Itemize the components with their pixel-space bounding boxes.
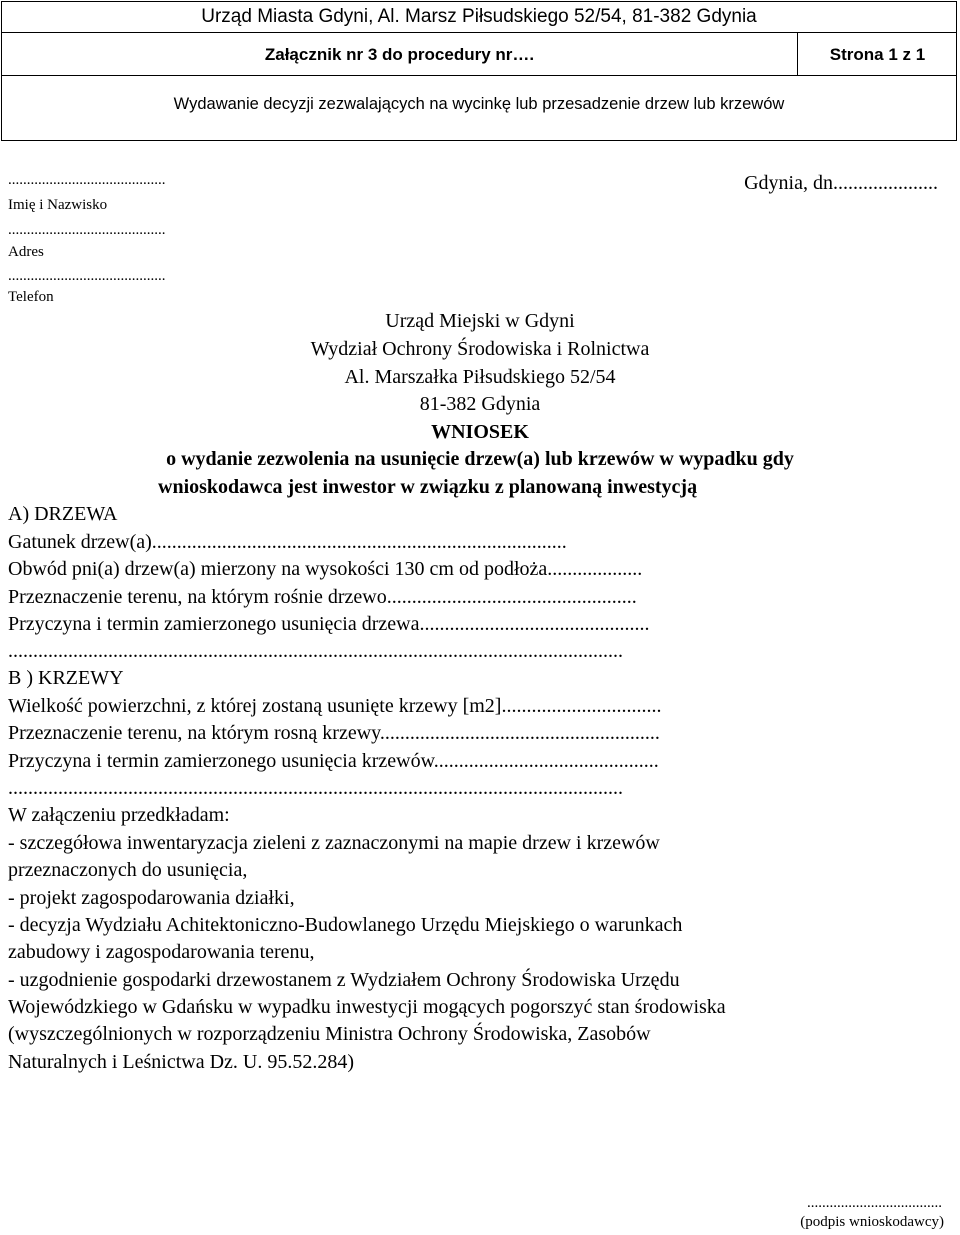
trunk-circumference-line: Obwód pni(a) drzew(a) mierzony na wysokości 130 cm od podłoża................... bbox=[8, 558, 643, 580]
place-date: Gdynia, dn..................... bbox=[744, 172, 938, 194]
section-b-heading: B ) KRZEWY bbox=[8, 667, 124, 689]
recipient-line2: Wydział Ochrony Środowiska i Rolnictwa bbox=[310, 338, 650, 360]
recipient-line1: Urząd Miejski w Gdyni bbox=[385, 310, 575, 332]
attachment-item: przeznaczonych do usunięcia, bbox=[8, 859, 248, 881]
shrub-land-use-line: Przeznaczenie terenu, na którym rosną krzewy........................................................ bbox=[8, 722, 660, 744]
recipient-line4: 81-382 Gdynia bbox=[419, 393, 541, 415]
name-label: Imię i Nazwisko bbox=[8, 197, 108, 213]
attachment-item: zabudowy i zagospodarowania terenu, bbox=[8, 941, 315, 963]
header-procedure-row bbox=[1, 75, 957, 141]
recipient-line3: Al. Marszałka Piłsudskiego 52/54 bbox=[344, 366, 616, 388]
signature-dots: .................................... bbox=[807, 1195, 942, 1211]
attachment-cell bbox=[2, 33, 798, 75]
attachment-item: - szczegółowa inwentaryzacja zieleni z zaznaczonymi na mapie drzew i krzewów bbox=[8, 832, 660, 854]
land-use-line: Przeznaczenie terenu, na którym rośnie drzewo.................................................. bbox=[8, 586, 637, 608]
header-attachment-row bbox=[1, 32, 957, 76]
shrub-area-line: Wielkość powierzchni, z której zostaną usunięte krzewy [m2]................................ bbox=[8, 695, 662, 717]
attachment-item: Wojewódzkiego w Gdańsku w wypadku inwestycji mogących pogorszyć stan środowiska bbox=[8, 996, 726, 1018]
page-number: Strona 1 z 1 bbox=[829, 45, 926, 64]
attachment-item: - uzgodnienie gospodarki drzewostanem z Wydziałem Ochrony Środowiska Urzędu bbox=[8, 969, 680, 991]
attachment-item: - projekt zagospodarowania działki, bbox=[8, 887, 295, 909]
attachment-item: - decyzja Wydziału Achitektoniczno-Budowlanego Urzędu Miejskiego o warunkach bbox=[8, 914, 683, 936]
removal-reason-line: Przyczyna i termin zamierzonego usunięcia drzewa.............................................. bbox=[8, 613, 650, 635]
subtitle-line1: o wydanie zezwolenia na usunięcie drzew(a) lub krzewów w wypadku gdy bbox=[166, 448, 794, 470]
address-dots: .......................................... bbox=[8, 222, 166, 238]
shrub-removal-reason-line: Przyczyna i termin zamierzonego usunięcia krzewów............................................. bbox=[8, 750, 659, 772]
procedure-title: Wydawanie decyzji zezwalających na wycinkę lub przesadzenie drzew lub krzewów bbox=[173, 95, 785, 113]
header-office-row bbox=[1, 1, 957, 33]
address-label: Adres bbox=[8, 244, 44, 260]
name-dots: .......................................... bbox=[8, 172, 166, 188]
shrub-removal-continuation: ........................................................................................................................... bbox=[8, 777, 623, 799]
document-title: WNIOSEK bbox=[431, 421, 529, 443]
subtitle-line2: wnioskodawca jest inwestor w związku z planowaną inwestycją bbox=[158, 476, 698, 498]
attachment-item: (wyszczególnionych w rozporządzeniu Ministra Ochrony Środowiska, Zasobów bbox=[8, 1023, 651, 1045]
removal-reason-continuation: ........................................................................................................................... bbox=[8, 640, 623, 662]
attachments-heading: W załączeniu przedkładam: bbox=[8, 804, 230, 826]
document-header bbox=[1, 1, 957, 141]
phone-dots: .......................................... bbox=[8, 268, 166, 284]
attachment-label: Załącznik nr 3 do procedury nr…. bbox=[264, 45, 535, 64]
section-a-heading: A) DRZEWA bbox=[8, 503, 118, 525]
tree-species-line: Gatunek drzew(a)................................................................................... bbox=[8, 531, 567, 553]
attachment-item: Naturalnych i Leśnictwa Dz. U. 95.52.284) bbox=[8, 1051, 355, 1073]
phone-label: Telefon bbox=[8, 289, 54, 305]
office-address: Urząd Miasta Gdyni, Al. Marsz Piłsudskiego 52/54, 81-382 Gdynia bbox=[201, 6, 757, 27]
signature-label: (podpis wnioskodawcy) bbox=[800, 1214, 944, 1230]
